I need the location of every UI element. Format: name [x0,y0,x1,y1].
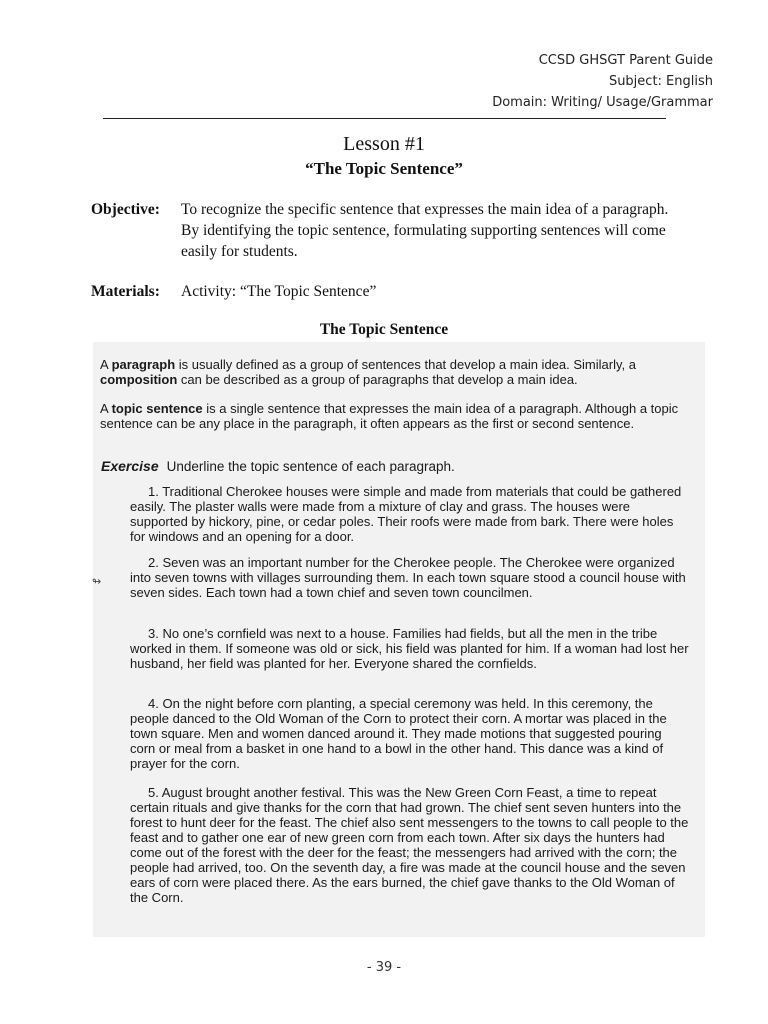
exercise-instruction [101,459,701,474]
activity-scan [93,342,705,937]
lesson-subtitle: “The Topic Sentence” [305,159,463,178]
header-divider [103,118,666,119]
document-header [492,50,713,113]
objective-text: To recognize the specific sentence that expresses the main idea of a paragraph. By identifying the topic sentence, formulating supporting sentences will come easily for students. [181,201,669,260]
activity-title: The Topic Sentence [319,321,449,338]
stray-mark: ↬ [92,575,102,588]
header-domain: Domain: Writing/ Usage/Grammar [492,95,713,110]
lesson-title: Lesson #1 [343,133,425,155]
term-paragraph: paragraph [111,357,176,372]
materials-text: Activity: “The Topic Sentence” [181,283,377,300]
objective-label: Objective: [91,201,160,218]
header-subject: Subject: English [608,74,713,89]
page-number: - 39 - [366,960,402,975]
materials-label: Materials: [91,283,160,300]
header-guide-title: CCSD GHSGT Parent Guide [538,53,713,68]
exercise-text: Underline the topic sentence of each paragraph. [166,459,455,474]
topic-sentence-definition: A topic sentence is a single sentence that expresses the main idea of a paragraph. Although a topic sentence can be any place in the paragraph, it often appears as the first or second sentence. [100,401,679,431]
exercise-label: Exercise [101,458,159,474]
paragraph-definition: A paragraph is usually defined as a group of sentences that develop a main idea. Similarly, a composition can be described as a group of paragraphs that develop a main idea. [100,357,636,387]
exercise-item: 1. Traditional Cherokee houses were simple and made from materials that could be gathered easily. The plaster walls were made from a mixture of clay and grass. The houses were supported by hickory, pine, or cedar poles. Their roofs were made from bark. There were holes for windows and an opening for a door. [130,484,682,544]
term-topic-sentence: topic sentence [111,401,203,416]
exercise-item: 3. No one’s cornfield was next to a house. Families had fields, but all the men in the tribe worked in them. If someone was old or sick, his field was planted for him. If a woman had lost her husband, her field was planted for her. Everyone shared the cornfields. [130,626,689,671]
exercise-item: 2. Seven was an important number for the Cherokee people. The Cherokee were organized into seven towns with villages surrounding them. In each town square stood a council house with seven sides. Each town had a town chief and seven town councilmen. [130,555,686,600]
exercise-item: 4. On the night before corn planting, a special ceremony was held. In this ceremony, the people danced to the Old Woman of the Corn to protect their corn. A mortar was placed in the town square. Men and women danced around it. They made motions that suggested pouring corn or meal from a basket in one hand to a bowl in the other hand. This dance was a kind of prayer for the corn. [130,696,667,771]
term-composition: composition [100,372,178,387]
exercise-item: 5. August brought another festival. This was the New Green Corn Feast, a time to repeat certain rituals and give thanks for the corn that had grown. The chief sent seven hunters into the forest to hunt deer for the feast. The chief also sent messengers to the towns to call people to the feast and to gather one ear of new green corn from each town. After six days the hunters had come out of the forest with the deer for the feast; the messengers had arrived with the corn; the people had arrived, too. On the seventh day, a fire was made at the council house and the seven ears of corn were placed there. As the ears burned, the chief gave thanks to the Old Woman of the Corn. [130,785,689,905]
